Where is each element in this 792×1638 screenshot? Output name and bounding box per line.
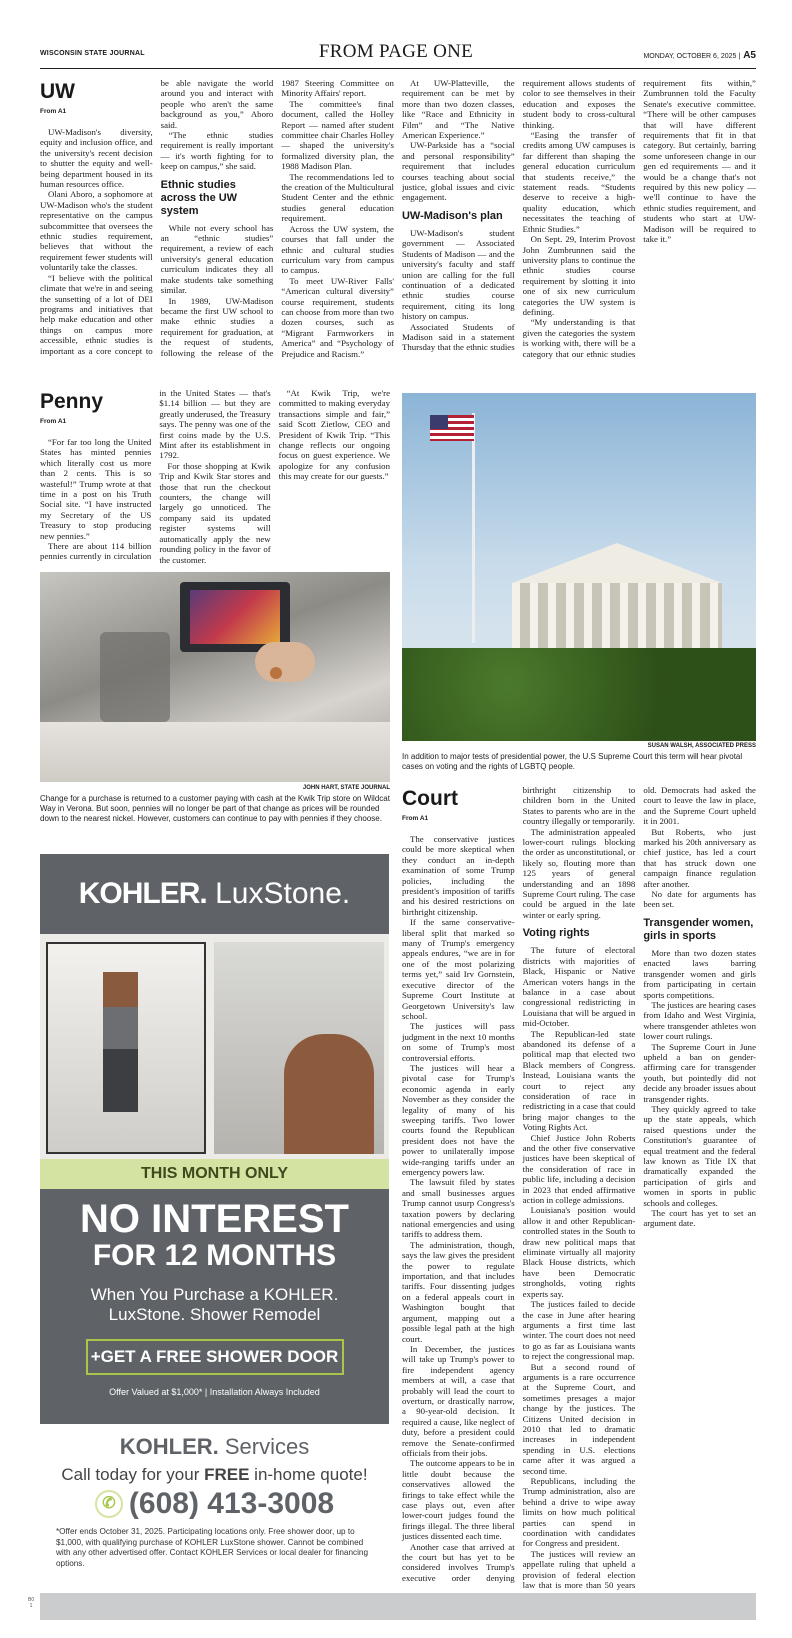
page-number: A5 [743, 50, 756, 61]
paragraph: If the same conservative-liberal split that marked so many of Trump's emergency appeals endures, “we are in for one of the most polarizing terms yet,” said Irv Gornstein, executive director of the Supreme Court Institute at Georgetown University's law school. [402, 917, 515, 1021]
us-flag [430, 415, 474, 441]
court-article [402, 785, 756, 1593]
paragraph: The justices are hearing cases from Idaho and West Virginia, where transgender athletes won lower court rulings. [643, 999, 756, 1042]
shower-door-photo [46, 942, 206, 1154]
jump-line: From A1 [40, 108, 67, 115]
subheading: Ethnic studies across the UW system [160, 178, 238, 217]
paragraph: They quickly agreed to take up the state appeals, which raised questions under the Constitution's guarantee of equal treatment and the federal law known as Title IX that dramatically expanded the participation of girls and women in sports in public schools and colleges. [643, 1103, 756, 1208]
services-label: Services [224, 1434, 310, 1459]
paragraph: For those shopping at Kwik Trip and Kwik Star stores and those that run the checkout counters, the change will largely go unnoticed. The company said its updated register systems will automatically apply the new rounding policy in the favor of the customer. [159, 460, 271, 565]
paragraph: The conservative justices could be more skeptical when they conduct an in-depth examination of some Trump policies, including the president's imposition of tariffs and his desired restrictions on birthright citizenship. [402, 834, 515, 917]
article-headline: Penny [40, 390, 104, 413]
ad-offer-value: Offer Valued at $1,000* | Installation Always Included [109, 1387, 320, 1397]
paragraph: On Sept. 29, Interim Provost John Zumbrunnen said the university plans to continue the ethnic studies course requirement by slotting it into one of six new curriculum categories the UW system is defining. [522, 234, 636, 317]
paragraph: In 1989, UW-Madison became the first UW school to make ethnic studies a requirement for graduation, at the request of students, following the release of the 1987 Steering Committee on Minority Affairs' report. [160, 78, 394, 358]
paragraph: UW-Madison's student government — Associated Students of Madison — and the university's faculty and staff union are calling for the full continuation of a dedicated ethnic studies course requirement, citing its long history on campus. [401, 227, 515, 322]
luxstone-logo: LuxStone. [215, 877, 351, 910]
paragraph: More than two dozen states enacted laws barring transgender women and girls from participating in certain sports competitions. [643, 947, 756, 1000]
paragraph: While not every school has an “ethnic studies” requirement, a review of each university's general education curriculum indicates they all make students take something similar. [160, 222, 274, 296]
customer-hand [255, 642, 315, 682]
jump-line: From A1 [402, 815, 429, 822]
phone-number: (608) 413-3008 [128, 1487, 335, 1520]
paragraph: The Republican-led state abandoned its defense of a political map that elected two Black members of Congress. Instead, Louisiana wants the court to reject any consideration of race in redistricting in a case that could bring major changes to the Voting Rights Act. [522, 1028, 636, 1133]
ad-brand-band [40, 854, 389, 934]
subheading: UW-Madison's plan [401, 209, 503, 222]
ad-fine-print: *Offer ends October 31, 2025. Participating locations only. Free shower door, up to $1,000, with qualifying purchase of KOHLER LuxStone shower. Cannot be combined with any other advertised offer. Contact KOHLER Services or local dealer for financing options. [56, 1527, 369, 1568]
jump-line: From A1 [40, 418, 67, 425]
paragraph: Louisiana's position would allow it and other Republican-controlled states in the South to draw new political maps that eliminate virtually all majority Black House districts, which have been Democratic strongholds, voting rights experts say. [522, 1205, 636, 1299]
paragraph: The court has yet to set an argument date. [643, 1208, 756, 1229]
paragraph: There are about 114 billion pennies currently in circulation in the United States — that's $1.14 billion — but they are greatly underused, the Treasury says. The penny was one of the first coins made by the U.S. Mint after its establishment in 1792. [40, 388, 271, 562]
page-folio [28, 1597, 34, 1609]
flagpole [472, 413, 475, 643]
folio-top: B0 [28, 1597, 35, 1603]
section-title: FROM PAGE ONE [318, 41, 474, 62]
paragraph: Chief Justice John Roberts and the other five conservative justices have been skeptical of the consideration of race in public life, including a decision in 2023 that ended affirmative action in college admissions. [522, 1132, 636, 1206]
phone-icon: ✆ [95, 1490, 123, 1518]
paragraph: “I believe with the political climate that we're in and seeing the sunsetting of a lot of DEI programs and initiatives that help make education and other things on campus more accessible, ethnic studies is important as a core concept to be able navigate the world around you and interact with people who aren't the same background as you,” Aboro said. [40, 78, 274, 356]
folio-bottom: 1 [29, 1603, 33, 1609]
call-text-end: in-home quote! [249, 1465, 368, 1484]
supreme-court-photo [402, 393, 756, 741]
paragraph: “For far too long the United States has minted pennies which literally cost us more than 2 cents. This is so wasteful!” Trump wrote at that time in a post on his Truth Social site. “I have instructed my Secretary of the US Treasury to stop producing new pennies.” [40, 437, 152, 541]
trees [402, 648, 756, 741]
paragraph: The future of electoral districts with majorities of Black, Hispanic or Native American voters hangs in the balance in a case about congressional redistricting in Louisiana that will be argued in mid-October. [522, 945, 636, 1029]
paragraph: “Easing the transfer of credits among UW campuses is far different than shaping the general education curriculum that students receive,” the statement reads. “Students deserve to receive a high-quality education, which necessitates the teaching of Ethnic Studies.” [522, 130, 636, 234]
footer-bar [40, 1593, 756, 1620]
paragraph: The justices will review an appellate ruling that upheld a provision of federal election law that is more than 50 years old. Democrats had asked the court to leave the law in place, and the Supreme Court upheld it in 2001. [522, 785, 756, 1591]
header-rule [40, 68, 756, 69]
screen-display [190, 590, 280, 644]
penny-photo [40, 572, 390, 782]
paragraph: The lawsuit filed by states and small businesses argues Trump cannot usurp Congress's taxation powers by declaring national emergencies and using tariffs to address them. [402, 1177, 515, 1240]
date-page [643, 50, 756, 61]
article-headline: Court [402, 787, 458, 810]
paragraph: Olani Aboro, a sophomore at UW-Madison who's the student representative on the campus subcommittee that oversees the ethnic studies requirement, believes that without the requirement fewer students will voluntarily take the classes. [40, 189, 153, 273]
paragraph: To meet UW-River Falls' “American cultural diversity” course requirement, students can choose from more than two dozen courses, such as “Migrant Farmworkers in America” and “Psychology of Prejudice and Racism.” [281, 275, 394, 359]
paragraph: The justices will pass judgment in the next 10 months on some of Trump's most controversial efforts. [402, 1021, 515, 1063]
counter [40, 722, 390, 782]
paragraph: UW-Parkside has a “social and personal responsibility” requirement that includes courses teaching about social justice, global issues and civic engagement. [401, 140, 515, 203]
paragraph: In December, the justices will take up Trump's power to fire independent agency members at will, a case that probably will lead the court to overturn, or drastically narrow, a 90-year-old decision. It required a cause, like neglect of duty, before a president could remove the Senate-confirmed officials from their jobs. [402, 1343, 515, 1458]
this-month-banner: THIS MONTH ONLY [40, 1159, 389, 1189]
ad-sub-1: When You Purchase a KOHLER. [90, 1285, 339, 1304]
ad-offer-panel [40, 1189, 389, 1424]
kohler-advertisement[interactable] [40, 854, 389, 1584]
paragraph: “The ethnic studies requirement is really important — it's worth fighting for to keep on campus,” she said. [160, 130, 274, 172]
paragraph: The justices will hear a pivotal case for Trump's economic agenda in early November as they consider the legality of many of his sweeping tariffs. Two lower courts found the Republican president does not have the power to unilaterally impose wide-ranging tariffs under an emergency powers law. [402, 1062, 515, 1177]
subheading: Transgender women, girls in sports [643, 916, 754, 942]
pediment [512, 543, 722, 583]
newspaper-name: WISCONSIN STATE JOURNAL [40, 50, 145, 57]
paragraph: Republicans, including the Trump administration, also are behind a drive to wipe away limits on how much political parties can spend in coordination with candidates for Congress and president. [522, 1476, 636, 1549]
paragraph: The administration, though, says the law gives the president the power to regulate importation, and that includes tariffs. Four dissenting judges on a federal appeals court in Washington bought that argument, mapping out a possible legal path at the high court. [402, 1239, 515, 1344]
paragraph: The Supreme Court in June upheld a ban on gender-affirming care for transgender youth, but pointedly did not decide any broader issues about transgender rights. [643, 1041, 756, 1104]
penny-photo-credit: JOHN HART, STATE JOURNAL [302, 785, 390, 791]
penny-article [40, 388, 390, 568]
free-text: FREE [204, 1465, 250, 1484]
paragraph: No date for arguments has been set. [643, 889, 756, 910]
separator: | [738, 53, 741, 60]
paragraph: The outcome appears to be in little doubt because the conservatives allowed the firings to take effect while the case plays out, even after lower-court judges found the firings illegal. The three liberal justices dissented each time. [402, 1458, 515, 1542]
kohler-logo: KOHLER. [78, 877, 207, 910]
issue-date: MONDAY, OCTOBER 6, 2025 [643, 53, 737, 60]
paragraph: Associated Students of Madison said in a statement Thursday that the ethnic studies requirement allows students of color to see themselves in their education and exposes the student body to cross-cultural thinking. [401, 78, 636, 353]
paragraph: At UW-Platteville, the requirement can be met by more than two dozen classes, like “Race and Ethnicity in Film” and “The Native American Experience.” [401, 78, 515, 141]
court-photo-credit: SUSAN WALSH, ASSOCIATED PRESS [647, 743, 756, 749]
paragraph: Another case that arrived at the court but has yet to be considered involves Trump's executive order denying birthright citizenship to children born in the United States to parents who are in the country illegally or temporarily. [402, 785, 636, 1583]
paragraph: “My understanding is that given the categories the system is working with, there will be a category that our ethnic studies requirement fits within,” Zumbrunnen told the Faculty Senate's executive committee. “There will be other campuses that will have different requirements that fit in that category. But certainly, barring some unforeseen change in our gen ed requirements — and it would be a change that's not required by this new policy — we'll continue to have the ethnic studies requirement, and students who start at UW-Madison will be required to take it.” [522, 78, 756, 359]
paragraph: But Roberts, who just marked his 20th anniversary as chief justice, has led a court that has struck down one campaign finance regulation after another. [643, 826, 756, 889]
court-photo-caption: In addition to major tests of presidential power, the U.S Supreme Court this term will hear pivotal cases on voting and the rights of LGBTQ people. [402, 752, 743, 771]
paragraph: The administration appealed lower-court rulings blocking the order as unconstitutional, or likely so, flouting more than 125 years of general understanding and an 1898 Supreme Court ruling. The case could be argued in the late winter or early spring. [522, 826, 636, 920]
paragraph: “At Kwik Trip, we're committed to making everyday transactions simple and fair,” said Scott Zietlow, CEO and President of Kwik Trip. “This change reflects our ongoing focus on guest experience. We apologize for any confusion this may create for our guests.” [278, 388, 390, 482]
ad-services [40, 1424, 389, 1569]
penny-coin [270, 667, 282, 679]
penny-photo-caption: Change for a purchase is returned to a customer paying with cash at the Kwik Trip store on Wildcat Way in Verona. But soon, pennies will no longer be part of that change as prices will be rounded down to the nearest nickel. However, customers can continue to pay with pennies if they choose. [40, 794, 390, 823]
kohler-services-logo: KOHLER. [119, 1434, 219, 1459]
call-text: Call today for your [61, 1465, 205, 1484]
paragraph: Across the UW system, the courses that fall under the ethnic and cultural studies curriculum vary from campus to campus. [281, 223, 394, 276]
ad-sub-2: LuxStone. Shower Remodel [108, 1305, 321, 1324]
ad-headline-2: FOR 12 MONTHS [92, 1239, 337, 1272]
uw-article [40, 78, 756, 363]
shower-man-photo [214, 942, 384, 1154]
smiling-man [284, 1034, 374, 1154]
man-in-shower [103, 972, 138, 1112]
paragraph: The committee's final document, called the Holley Report — named after student committee chair Charles Holley — shaped the university's formalized diversity plan, the 1988 Madison Plan. [281, 98, 394, 172]
subheading: Voting rights [522, 927, 590, 940]
article-headline: UW [40, 80, 75, 103]
paragraph: The recommendations led to the creation of the Multicultural Student Center and the ethnic studies general education requirement. [281, 171, 394, 224]
free-shower-door-cta[interactable]: +GET A FREE SHOWER DOOR [86, 1339, 344, 1375]
phone-number-link[interactable] [40, 1487, 389, 1521]
ad-shower-photos [40, 934, 389, 1159]
paragraph: But a second round of arguments is a rare occurrence at the Supreme Court, and sometimes presages a major change by the justices. The Citizens United decision in 2010 that led to dramatic increases in independent spending in U.S. elections came after it was argued a second time. [522, 1361, 636, 1476]
paragraph: The justices failed to decide the case in June after hearing arguments a first time last winter. The court does not need to go as far as Louisiana wants to reject the congressional map. [522, 1299, 636, 1362]
paragraph: UW-Madison's diversity, equity and inclusion office, and the university's recent decision to shutter the equity and well-being department housed in its human resources office. [40, 127, 153, 190]
ad-headline-1: NO INTEREST [80, 1197, 349, 1241]
register-tray [100, 632, 170, 722]
